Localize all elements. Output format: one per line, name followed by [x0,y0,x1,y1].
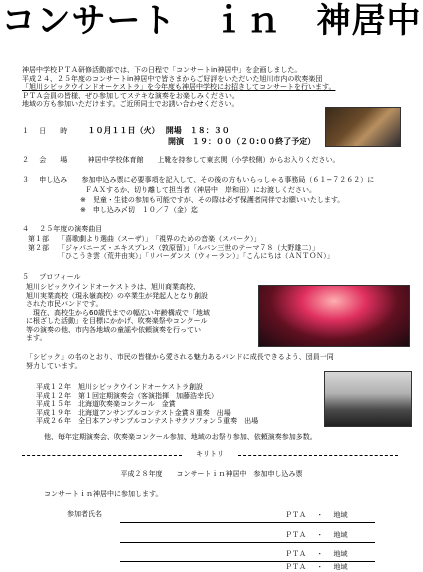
apply-line2: ＦＡＸするか、切り離して担当者（神居中 岸和田）にお渡しください。 [85,186,316,194]
program-section [22,225,417,234]
schedule-open: 開場 １８：３０ [165,126,230,135]
intro-line: 平成２４、２５年度のコンサートin神居中で皆さまからご好評をいただいた旭川市内の吹奏楽団 [22,74,323,83]
apply-section [22,176,417,185]
intro [22,66,417,109]
program-parts [28,235,418,261]
profile-line: に根ざした活動」を目標にかかげ、吹奏楽祭やコンクール [26,317,208,326]
profile-line: 努力しています。 [26,361,82,370]
schedule-num: １ [22,127,29,135]
venue-num: ２ [22,156,29,164]
schedule-start: 開演 １９：００（２０:００終了予定） [168,137,316,146]
program-part-text: 「喜歌劇より選曲（スーザ）」 「視界のための音楽（スパーク）」 [58,235,261,243]
profile-history [36,383,336,426]
program-part-text: 「ジャパニーズ・エキスプレス（敦原留）」「ルパン三世のテーマ７８（大野雄二）」 [58,243,319,252]
concert-photo-2 [258,285,410,347]
form-intro: コンサートｉｎ神居中に参加します。 [44,490,163,498]
profile-num: ５ [22,273,29,281]
option-separator: ・ [316,550,324,558]
profile-paragraph-2 [26,353,416,370]
form-row [285,511,375,520]
pta-option[interactable]: ＰＴＡ [285,511,306,519]
concert-photo-1 [325,107,401,147]
history-item: 平成２６年 全日本アンサンブルコンテストサクソフォン５重奏 出場 [36,417,259,426]
option-separator: ・ [316,511,324,519]
area-option[interactable]: 地域 [333,511,348,519]
pta-option[interactable]: ＰＴＡ [285,531,306,539]
cut-line-right [238,455,398,456]
form-name-line[interactable] [120,522,375,523]
area-option[interactable]: 地域 [333,531,348,539]
profile-section [22,273,222,282]
form-row [285,550,375,559]
form-name-label: 参加者氏名 [67,510,102,518]
apply-num: ３ [22,176,29,184]
venue-section [22,156,417,165]
profile-line: ます。 [26,334,47,343]
history-extra: 他、毎年定期演奏会、吹奏楽コンクール参加、地域のお祭り参加、依頼演奏参加多数。 [44,433,317,441]
form-name-line[interactable] [120,561,375,562]
schedule-label: 日 時 [39,127,68,135]
form-row [285,563,375,572]
intro-line: 地域の方も参加いただけます。ご近所同士でお誘い合わせください。 [22,100,239,109]
profile-line: 現在、高校生から60歳代までの幅広い年齢構成で「地域 [26,308,210,317]
history-item: 平成１２年 旭川シビックウインドオーケストラ創設 [36,383,204,391]
cut-line-left [22,455,182,456]
program-heading: ２５年度の演奏曲目 [39,225,103,233]
form-row [285,531,375,540]
apply-line1: 参加申込み票に必要事項を記入して、その後の方もいらっしゃる事務局（６１−７２６２）に [81,176,375,184]
profile-line: 旭川シビックウインドオーケストラは、旭川商業高校、 [26,283,201,291]
apply-note2: ※ 申し込み〆切 １０／７（金）迄 [80,206,198,214]
profile-line: 「シビック」の名のとおり、市民の皆様から愛される魅力あるバンドに成長できるよう、団員一同 [26,353,334,361]
schedule-section [22,126,322,136]
history-item: 平成１５年 北海道吹奏楽コンクール 金賞 [36,400,176,409]
pta-option[interactable]: ＰＴＡ [285,550,306,558]
area-option[interactable]: 地域 [333,563,348,571]
area-option[interactable]: 地域 [333,550,348,558]
venue-text: 神居中学校体育館 上靴を持参して東玄関（小学校側）からお入りください。 [87,156,340,164]
profile-line: された市民バンドです。 [26,300,103,309]
pta-option[interactable]: ＰＴＡ [285,563,306,571]
option-separator: ・ [316,563,324,571]
concert-photo-3 [324,371,412,427]
program-part [28,235,418,244]
option-separator: ・ [316,531,324,539]
program-part-text: 「ひこうき雲（荒井由実）」「リバーダンス（ウィーラン）」「こんにちは（ＡＮＴＯＮ）」 [58,252,334,261]
intro-line: 「旭川シビックウインドオーケストラ」を今年度も神居中学校にお招きしてコンサートを行います。 [22,83,336,92]
schedule-date: １０月１１日（火） [87,126,160,135]
page-title: コンサート ｉｎ 神居中 [1,3,422,40]
cut-label: キリトリ [196,450,224,458]
program-part-label: 第１部 [28,235,49,243]
profile-heading: プロフィール [39,273,81,281]
apply-note1: ※ 児童・生徒の参加も可能ですが、その際は必ず保護者同伴でお願いいたします。 [80,196,345,204]
history-item: 平成１２年 第１回定期演奏会（客演指揮 加藤浩幸氏） [36,391,218,400]
profile-line: 等の演奏の他、市内各地域の童謡や依頼演奏を行ってい [26,325,201,334]
intro-line: ＰＴＡ会員の皆様、ぜひ参加してステキな演奏をお楽しみください。 [22,91,239,100]
program-part-label: 第２部 [28,243,49,252]
intro-line: 神居中学校ＰＴＡ研修活動部では、下の日程で「コンサートin神居中」を企画しました。 [22,66,302,74]
program-part [28,252,418,261]
form-name-line[interactable] [120,542,375,543]
history-item: 平成１９年 北海道アンサンブルコンテスト金賞８重奏 出場 [36,408,231,417]
apply-label: 申し込み [39,176,68,184]
program-part [28,244,418,253]
form-title: 平成２８年度 コンサートｉｎ神居中 参加申し込み票 [120,470,303,478]
profile-paragraph-1 [26,283,262,343]
program-num: ４ [22,225,29,233]
venue-label: 会 場 [39,156,68,164]
profile-line: 旭川実業高校（現永嶺高校）の卒業生が発起人となり創設 [26,291,208,300]
